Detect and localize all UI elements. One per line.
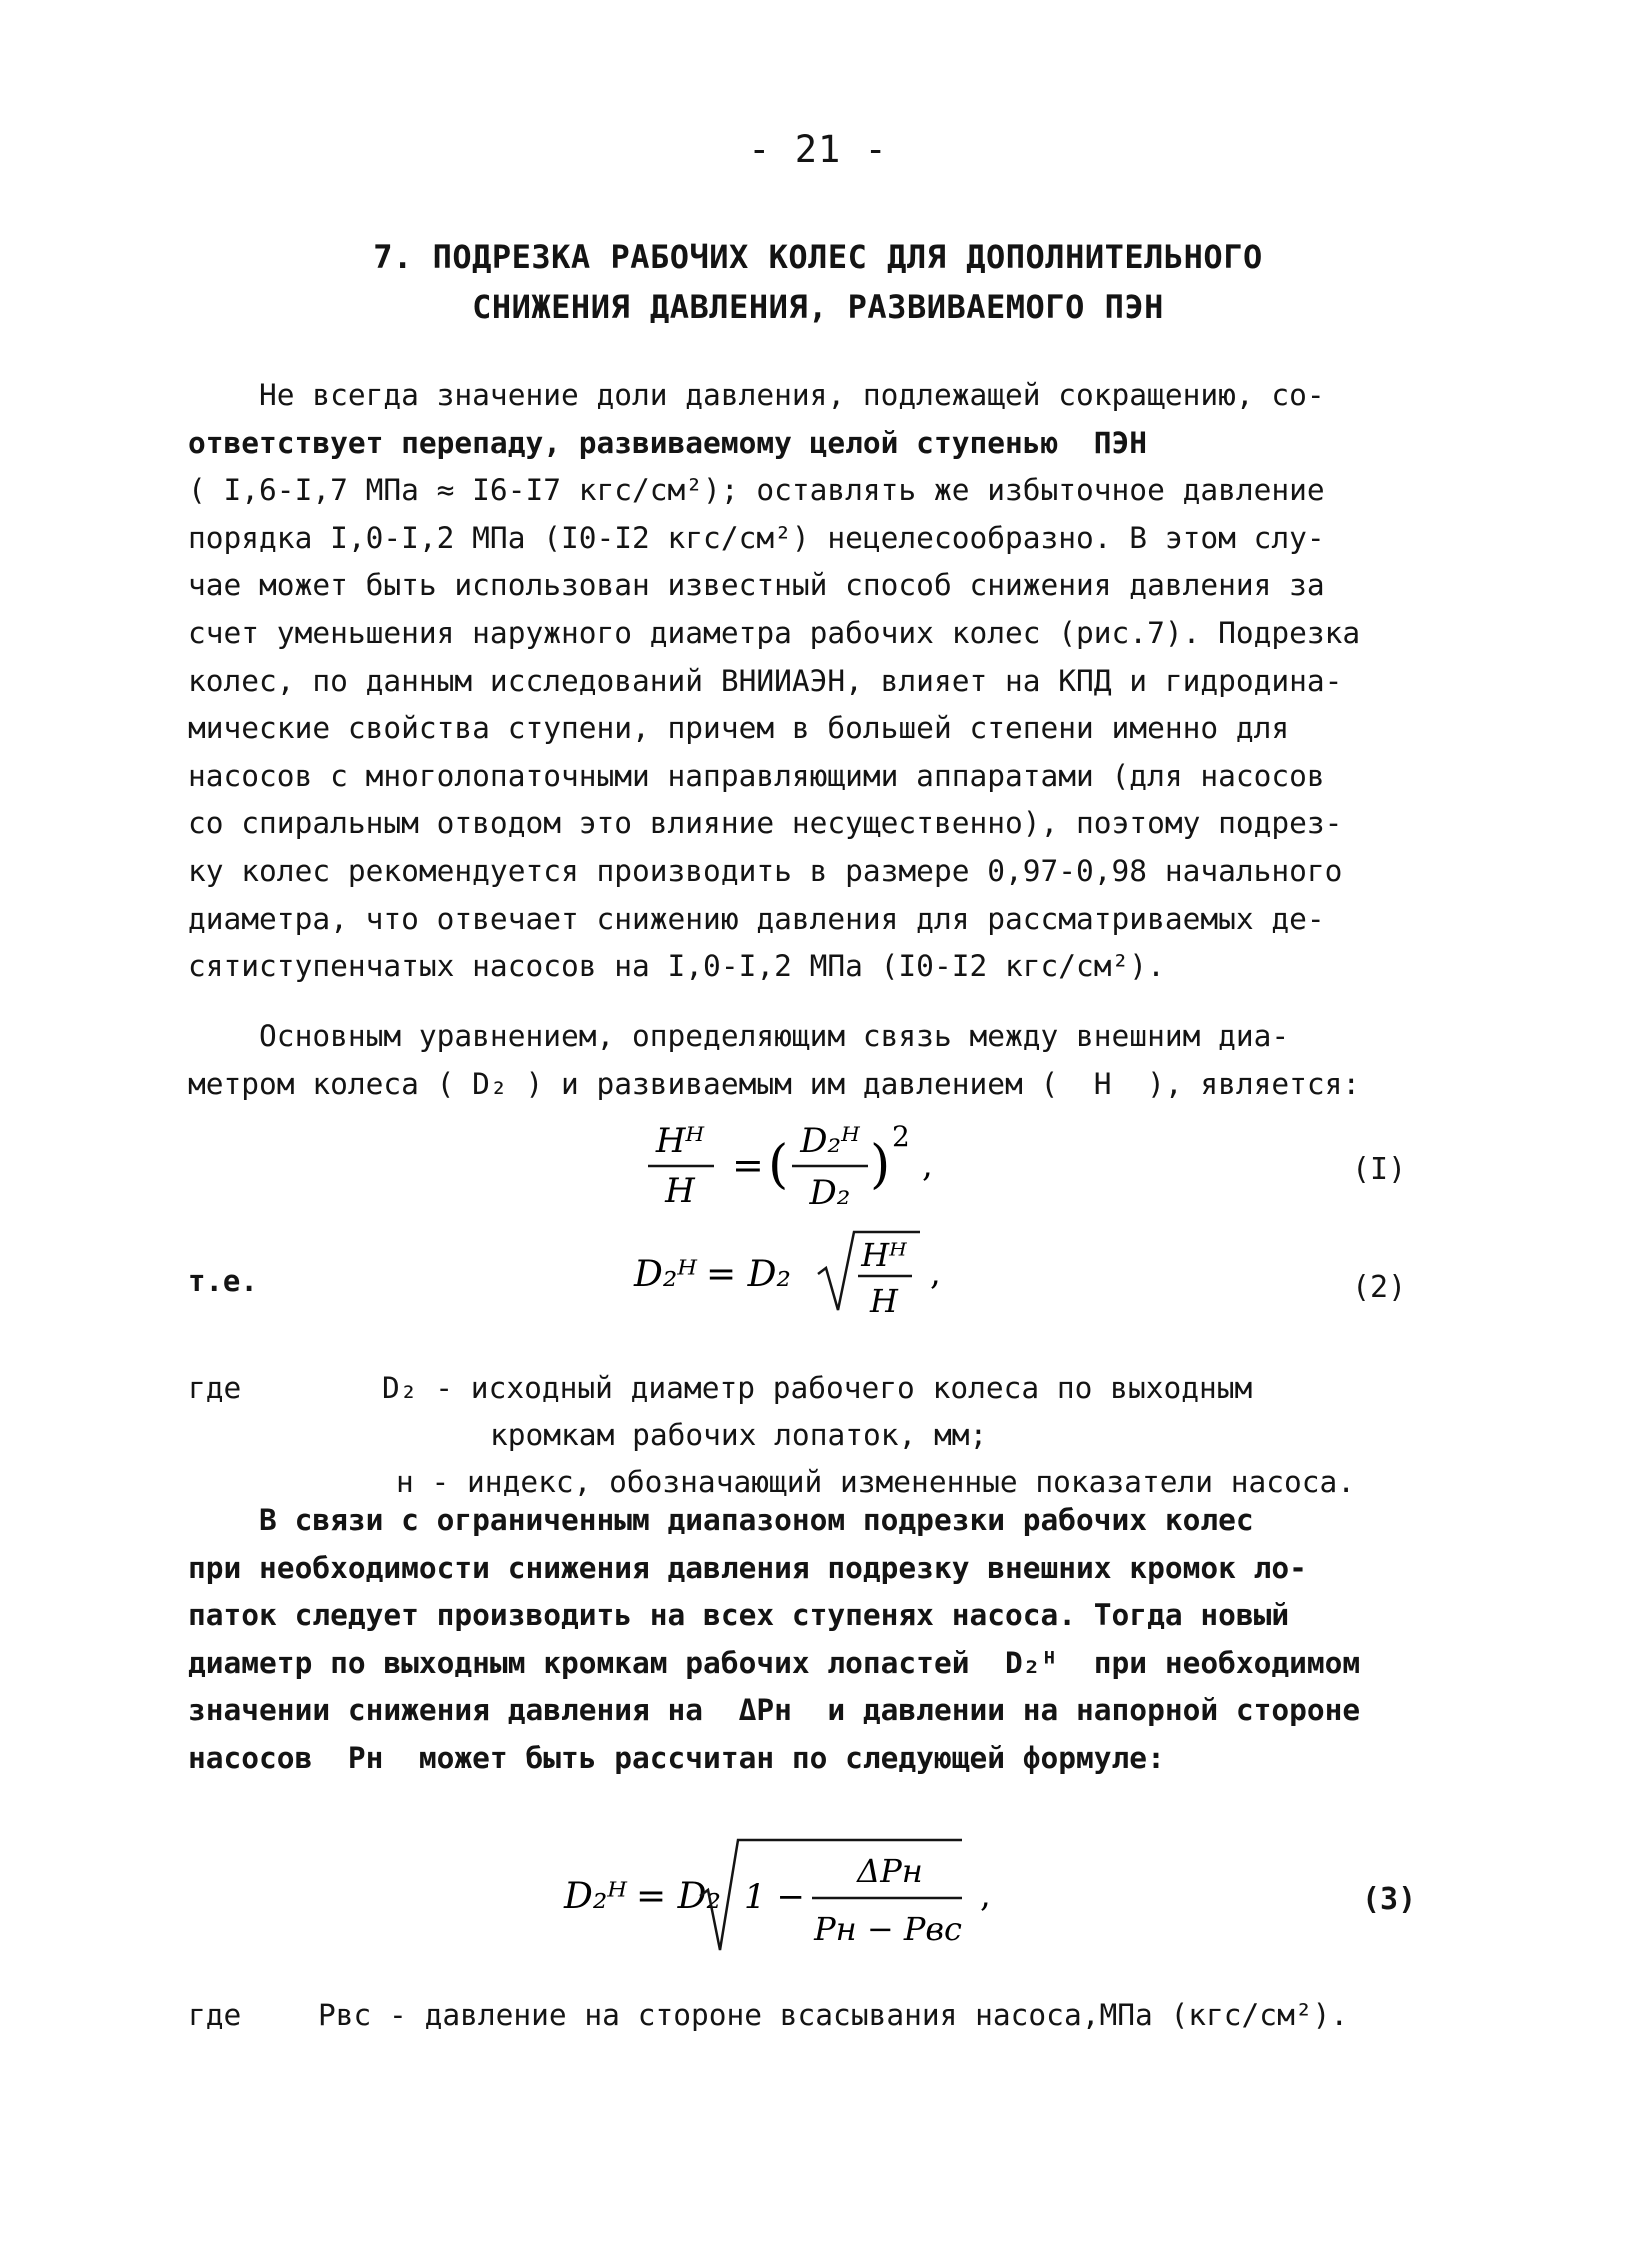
where-line: кромкам рабочих лопаток, мм; [490,1418,988,1452]
svg-text:(: ( [768,1135,789,1195]
page-number: - 21 - [748,128,888,171]
formula-1-lhs-num: Hᴴ [655,1121,705,1161]
formula-1-rhs-num: D₂ᴴ [800,1121,860,1161]
equation-number-2: (2) [1352,1270,1407,1305]
formula-2-lhs: D₂ᴴ [634,1254,698,1295]
where-line: D₂ - исходный диаметр рабочего колеса по выходным [382,1371,1253,1405]
formula-2 [630,1218,1050,1328]
formula-1-tail: , [922,1145,933,1185]
section-title-line: 7. ПОДРЕЗКА РАБОЧИХ КОЛЕС ДЛЯ ДОПОЛНИТЕЛЬНОГО [373,238,1263,276]
formula-3-frac-num: ΔPн [857,1852,923,1890]
text-line: ответствует перепаду, развиваемому целой ступенью ПЭН [188,425,1148,460]
text-line: диаметр по выходным кромкам рабочих лопастей D₂ᴴ при необходимом [188,1645,1361,1680]
text-line: метром колеса ( D₂ ) и развиваемым им давлением ( H ), является: [188,1066,1361,1101]
text-line: при необходимости снижения давления подрезку внешних кромок ло- [188,1550,1307,1585]
formula-3-rhs-pre: = D₂ [636,1876,721,1917]
text-line: порядка I,0-I,2 МПа (I0-I2 кгс/см²) нецелесообразно. В этом слу- [188,520,1325,555]
text-line: насосов с многолопаточными направляющими аппаратами (для насосов [188,758,1325,793]
text-line: диаметра, что отвечает снижению давления для рассматриваемых де- [188,901,1325,936]
text-line: насосов Pн может быть рассчитан по следующей формуле: [188,1740,1165,1775]
text-line: Основным уравнением, определяющим связь между внешним диа- [188,1019,1290,1053]
svg-text:=: = [732,1143,764,1187]
formula-2-rad-num: Hᴴ [861,1236,907,1274]
formula-3-one: 1 − [744,1877,805,1917]
text-line: значении снижения давления на ΔPн и давлении на напорной стороне [188,1693,1361,1728]
formula-3-tail: , [980,1875,991,1915]
text-line: Не всегда значение доли давления, подлежащей сокращению, со- [188,378,1325,412]
formula-3-lhs: D₂ᴴ [564,1876,628,1917]
formula-3 [560,1818,1040,1968]
paragraph-3 [188,1497,1488,1783]
formula-1-lhs-den: H [665,1171,695,1211]
section-title [0,232,1636,332]
formula-1-power: 2 [892,1120,910,1153]
text-line: В связи с ограниченным диапазоном подрезки рабочих колес [188,1503,1254,1537]
formula-3-frac-den: Pн − Pвс [814,1910,962,1948]
formula-2-rhs-pre: = D₂ [706,1254,791,1295]
paragraph-2 [188,1013,1488,1108]
svg-text:): ) [870,1135,891,1195]
text-line: ( I,6-I,7 МПа ≈ I6-I7 кгс/см²); оставлять же избыточное давление [188,473,1325,508]
text-line: чае может быть использован известный способ снижения давления за [188,568,1325,603]
paragraph-1 [188,372,1488,991]
text-line: счет уменьшения наружного диаметра рабочих колес (рис.7). Подрезка [188,615,1361,650]
formula-1 [640,1110,1060,1220]
equation-number-1: (I) [1352,1152,1407,1187]
text-line: колес, по данным исследований ВНИИАЭН, влияет на КПД и гидродина- [188,663,1343,698]
formula-1-rhs-den: D₂ [809,1173,851,1213]
text-line: сятиступенчатых насосов на I,0-I,2 МПа (I0-I2 кгс/см²). [188,949,1165,984]
te-label: т.е. [188,1264,258,1298]
where-line: н - индекс, обозначающий измененные показатели насоса. [396,1465,1356,1499]
text-line: паток следует производить на всех ступенях насоса. Тогда новый [188,1598,1290,1633]
where-line: Pвс - давление на стороне всасывания насоса,МПа (кгс/см²). [318,1998,1349,2032]
section-title-line: СНИЖЕНИЯ ДАВЛЕНИЯ, РАЗВИВАЕМОГО ПЭН [472,288,1164,326]
formula-2-tail: , [930,1253,941,1293]
where-label: где [188,1998,242,2032]
text-line: со спиральным отводом это влияние несущественно), поэтому подрез- [188,806,1343,841]
where-label: где [188,1371,242,1405]
formula-2-rad-den: H [870,1282,898,1320]
text-line: ку колес рекомендуется производить в размере 0,97-0,98 начального [188,853,1343,888]
text-line: мические свойства ступени, причем в большей степени именно для [188,711,1290,746]
equation-number-3: (3) [1362,1882,1417,1917]
